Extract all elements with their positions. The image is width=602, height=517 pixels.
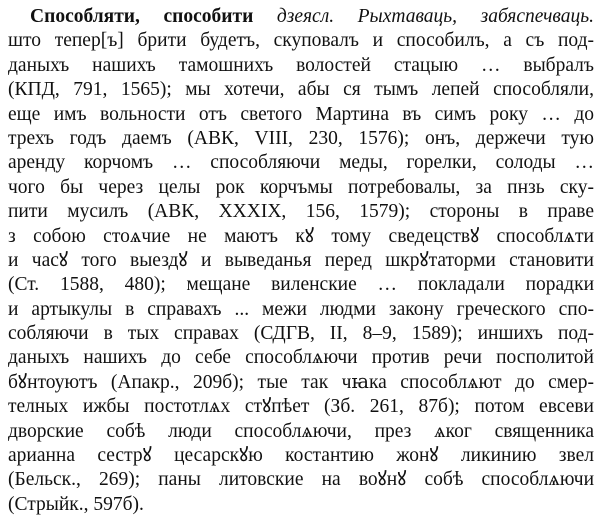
entry-line-18: дворские собѣ люди способлѧючи, през ѧког священника [8,420,594,442]
entry-line-13: и артыкулы в справахъ ... межи людми закону греческого спо- [8,298,594,320]
entry-line-17: телных ижбы постотлѧх стꙋпѣет (Зб. 261, 87б); потом евсеви [8,396,594,418]
entry-line-5: еще имъ вольности отъ светого Мартина въ симъ року … до [8,103,594,125]
entry-line-9: пити мусилъ (АВК, XXXIX, 156, 1579); стороны в праве [8,201,594,223]
entry-line-20: (Бельск., 269); паны литовские на воꙋнꙋ собѣ способлѧючи [8,469,594,491]
entry-line-14: собляючи в тых справах (СДГВ, II, 8–9, 1589); иншихъ под- [8,323,594,345]
entry-line-16: бꙋнтоуютъ (Апакр., 209б); тые так чꙗка способлѧют до смер- [8,371,594,393]
entry-line-11: и часꙋ того выездꙋ и выведанья перед шкрꙋтаторми становити [8,249,594,271]
entry-line-4: (КПД, 791, 1565); мы хотечи, абы ся тымъ лепей способляли, [8,79,594,101]
entry-line-21: (Стрыйк., 597б). [8,493,144,515]
entry-line-7: аренду корчомъ … способляючи меды, горелки, солоды … [8,152,594,174]
entry-line-19: арианна сестрꙋ цесарскꙋю костантию жонꙋ ликинию звел [8,445,594,467]
entry-line-6: трехъ годъ даемъ (АВК, VIII, 230, 1576); онъ, держечи тую [8,127,594,149]
gloss: дзеясл. Рыхтаваць, забяспечваць. [276,6,594,27]
entry-line-3: даныхъ нашихъ тамошнихъ волостей стацыю … выбралъ [8,54,594,76]
entry-line-12: (Ст. 1588, 480); мещане виленские … покладали порадки [8,274,594,296]
entry-line-8: чого бы через целы рок корчъмы потребовалы, за пнзь ску- [8,176,594,198]
entry-line-15: даныхъ нашихъ до себе способлѧючи против речи посполитой [8,347,594,369]
entry-line-10: з собою стоѧчие не маютъ кꙋ тому сведецствꙋ способлѧти [8,225,594,247]
entry-line-2: што тепер[ъ] брити будетъ, скуповалъ и способилъ, а съ под- [8,30,594,52]
entry-line-1 [8,5,594,29]
headword: Способляти, способити [30,6,254,27]
